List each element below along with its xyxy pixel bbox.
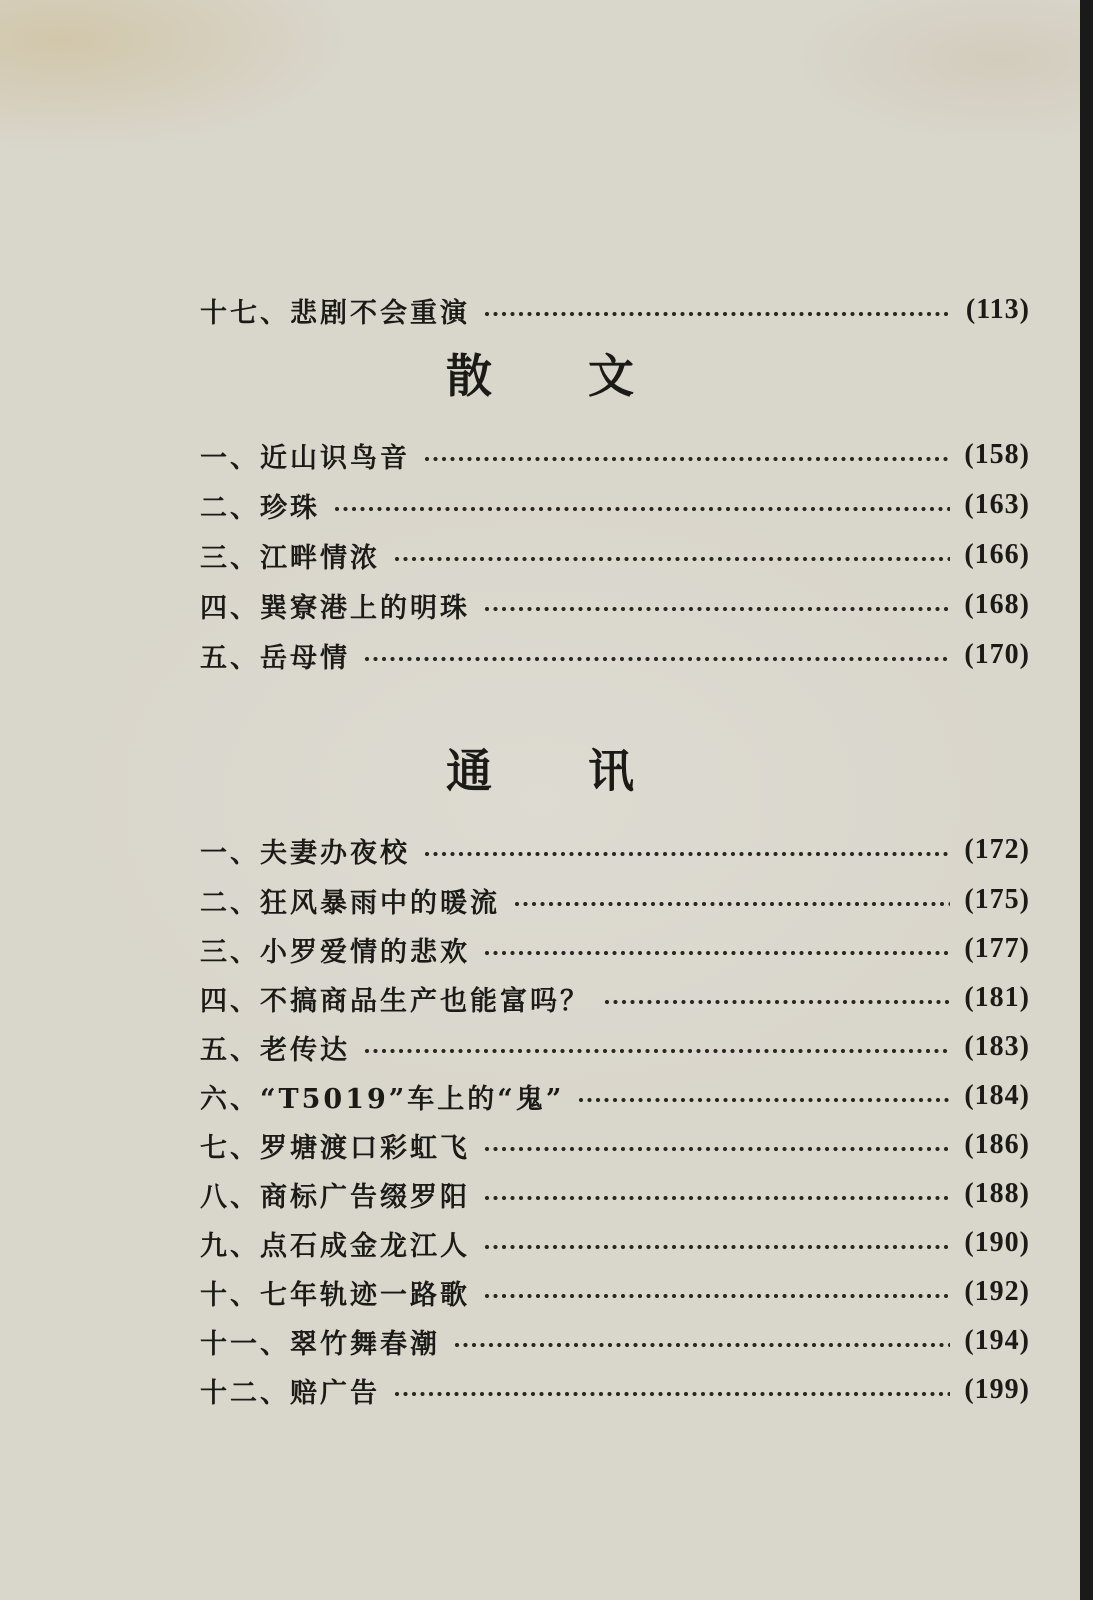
entry-title: 七、罗塘渡口彩虹飞 bbox=[200, 1132, 470, 1164]
entry-title: 三、江畔情浓 bbox=[200, 542, 380, 574]
dot-leader bbox=[484, 950, 950, 956]
toc-entry bbox=[200, 1370, 1030, 1410]
entry-page-number: (194) bbox=[964, 1325, 1030, 1356]
toc-entry bbox=[200, 1174, 1030, 1214]
dot-leader bbox=[424, 456, 950, 462]
entry-title: 十、七年轨迹一路歌 bbox=[200, 1279, 470, 1311]
dot-leader bbox=[578, 1097, 950, 1103]
entry-title: 五、老传达 bbox=[200, 1034, 350, 1066]
toc-entry bbox=[200, 978, 1030, 1018]
dot-leader bbox=[604, 999, 950, 1005]
section-heading-reports: 通 讯 bbox=[445, 744, 674, 798]
toc-entry bbox=[200, 585, 1030, 625]
entry-page-number: (172) bbox=[964, 834, 1030, 865]
toc-entry bbox=[200, 535, 1030, 575]
entry-page-number: (183) bbox=[964, 1031, 1030, 1062]
entry-title: 六、“T5019”车上的“鬼” bbox=[200, 1083, 565, 1115]
toc-entry bbox=[200, 830, 1030, 870]
toc-entry bbox=[200, 290, 1030, 330]
dot-leader bbox=[484, 606, 950, 612]
entry-page-number: (181) bbox=[964, 982, 1030, 1013]
section-heading-prose: 散 文 bbox=[445, 349, 674, 403]
entry-page-number: (158) bbox=[964, 439, 1030, 470]
entry-page-number: (184) bbox=[964, 1080, 1030, 1111]
toc-entry bbox=[200, 1223, 1030, 1263]
toc-entry bbox=[200, 1076, 1030, 1116]
entry-page-number: (175) bbox=[964, 884, 1030, 915]
entry-title: 九、点石成金龙江人 bbox=[200, 1230, 470, 1262]
dot-leader bbox=[484, 1244, 950, 1250]
entry-title: 八、商标广告缀罗阳 bbox=[200, 1181, 470, 1213]
toc-entry bbox=[200, 1125, 1030, 1165]
toc-entry bbox=[200, 880, 1030, 920]
dot-leader bbox=[394, 1391, 950, 1397]
dot-leader bbox=[334, 506, 950, 512]
dot-leader bbox=[454, 1342, 950, 1348]
entry-title: 二、珍珠 bbox=[200, 492, 320, 524]
entry-page-number: (168) bbox=[964, 589, 1030, 620]
entry-page-number: (192) bbox=[964, 1276, 1030, 1307]
entry-title: 十一、翠竹舞春潮 bbox=[200, 1328, 440, 1360]
toc-entry bbox=[200, 435, 1030, 475]
dot-leader bbox=[364, 1048, 950, 1054]
toc-entry bbox=[200, 929, 1030, 969]
dot-leader bbox=[424, 851, 950, 857]
entry-title: 五、岳母情 bbox=[200, 642, 350, 674]
toc-entry bbox=[200, 1027, 1030, 1067]
entry-title: 二、狂风暴雨中的暖流 bbox=[200, 887, 500, 919]
entry-page-number: (190) bbox=[964, 1227, 1030, 1258]
entry-page-number: (166) bbox=[964, 539, 1030, 570]
dot-leader bbox=[394, 556, 950, 562]
toc-entry bbox=[200, 485, 1030, 525]
dot-leader bbox=[484, 1293, 950, 1299]
entry-page-number: (170) bbox=[964, 639, 1030, 670]
entry-page-number: (188) bbox=[964, 1178, 1030, 1209]
entry-title: 四、巽寮港上的明珠 bbox=[200, 592, 470, 624]
scan-edge bbox=[1080, 0, 1093, 1600]
entry-title: 一、近山识鸟音 bbox=[200, 442, 410, 474]
entry-page-number: (199) bbox=[964, 1374, 1030, 1405]
toc-entry bbox=[200, 1272, 1030, 1312]
toc-entry bbox=[200, 1321, 1030, 1361]
entry-title: 一、夫妻办夜校 bbox=[200, 837, 410, 869]
entry-title: 十七、悲剧不会重演 bbox=[200, 297, 470, 329]
entry-title: 四、不搞商品生产也能富吗？ bbox=[200, 985, 590, 1017]
entry-page-number: (113) bbox=[965, 294, 1030, 325]
entry-page-number: (177) bbox=[964, 933, 1030, 964]
dot-leader bbox=[484, 1146, 950, 1152]
entry-title: 十二、赔广告 bbox=[200, 1377, 380, 1409]
dot-leader bbox=[364, 656, 950, 662]
entry-page-number: (163) bbox=[964, 489, 1030, 520]
toc-entry bbox=[200, 635, 1030, 675]
dot-leader bbox=[484, 311, 952, 317]
entry-page-number: (186) bbox=[964, 1129, 1030, 1160]
dot-leader bbox=[484, 1195, 950, 1201]
dot-leader bbox=[514, 901, 950, 907]
entry-title: 三、小罗爱情的悲欢 bbox=[200, 936, 470, 968]
